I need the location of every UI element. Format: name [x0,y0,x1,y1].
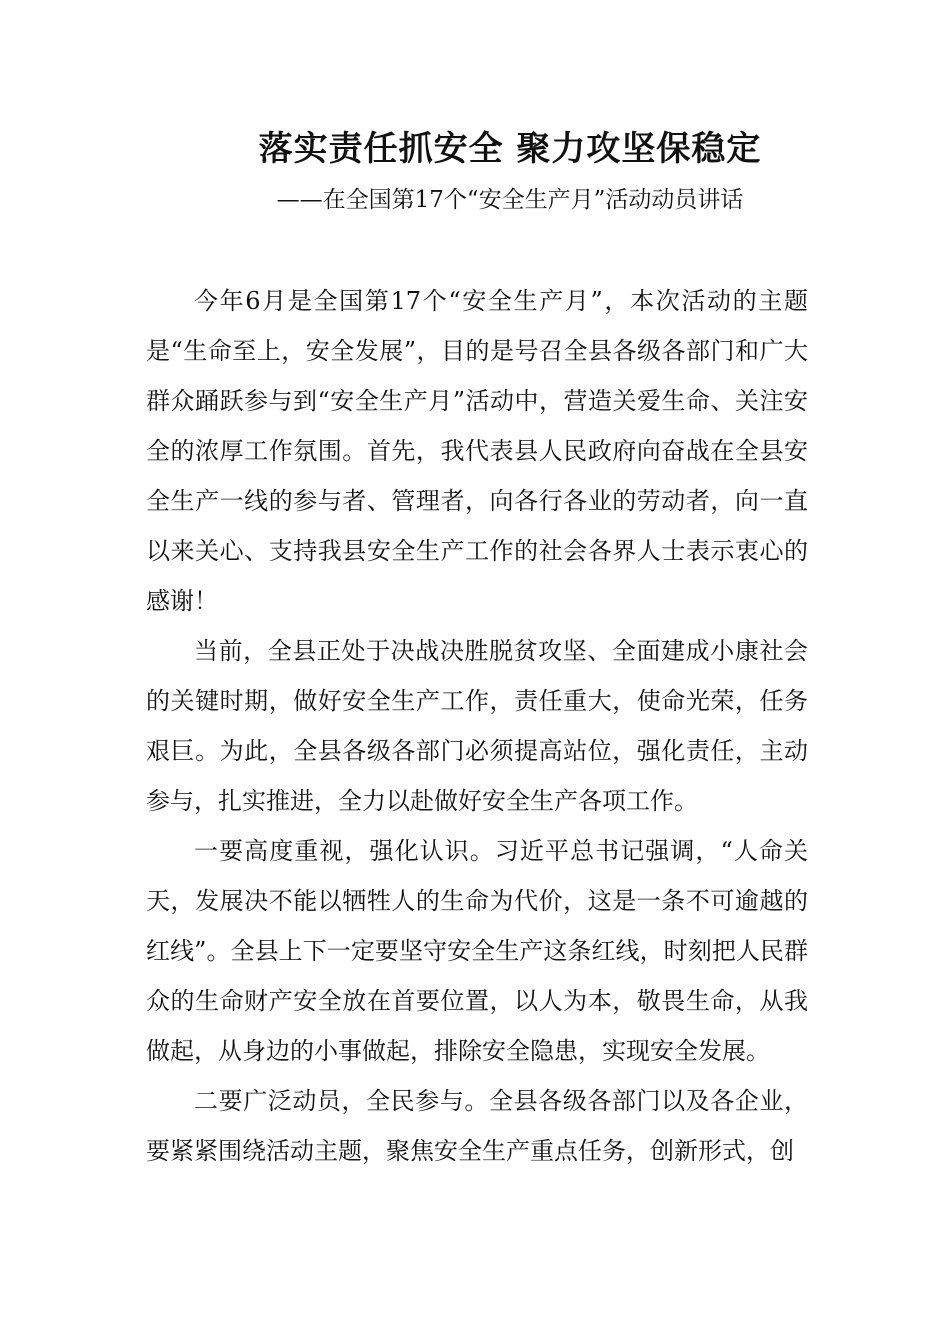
paragraph: 一要高度重视，强化认识。习近平总书记强调，“人命关天，发展决不能以牺牲人的生命为代价，这是一条不可逾越的红线”。全县上下一定要坚守安全生产这条红线，时刻把人民群众的生命财产安全放在首要位置，以人为本，敬畏生命，从我做起，从身边的小事做起，排除安全隐患，实现安全发展。 [146,837,808,1065]
paragraph: 今年6月是全国第17个“安全生产月”，本次活动的主题是“生命至上，安全发展”，目的是号召全县各级各部门和广大群众踊跃参与到“安全生产月”活动中，营造关爱生命、关注安全的浓厚工作氛围。首先，我代表县人民政府向奋战在全县安全生产一线的参与者、管理者，向各行各业的劳动者，向一直以来关心、支持我县安全生产工作的社会各界人士表示衷心的感谢！ [146,287,808,615]
document-title: 落实责任抓安全 聚力攻坚保稳定 [258,129,762,169]
document-body [146,276,808,1176]
document-subtitle: ——在全国第17个“安全生产月”活动动员讲话 [276,187,744,213]
paragraph: 当前，全县正处于决战决胜脱贫攻坚、全面建成小康社会的关键时期，做好安全生产工作，责任重大，使命光荣，任务艰巨。为此，全县各级各部门必须提高站位，强化责任，主动参与，扎实推进，全力以赴做好安全生产各项工作。 [146,637,808,815]
paragraph: 二要广泛动员，全民参与。全县各级各部门以及各企业，要紧紧围绕活动主题，聚焦安全生产重点任务，创新形式，创 [146,1087,808,1165]
